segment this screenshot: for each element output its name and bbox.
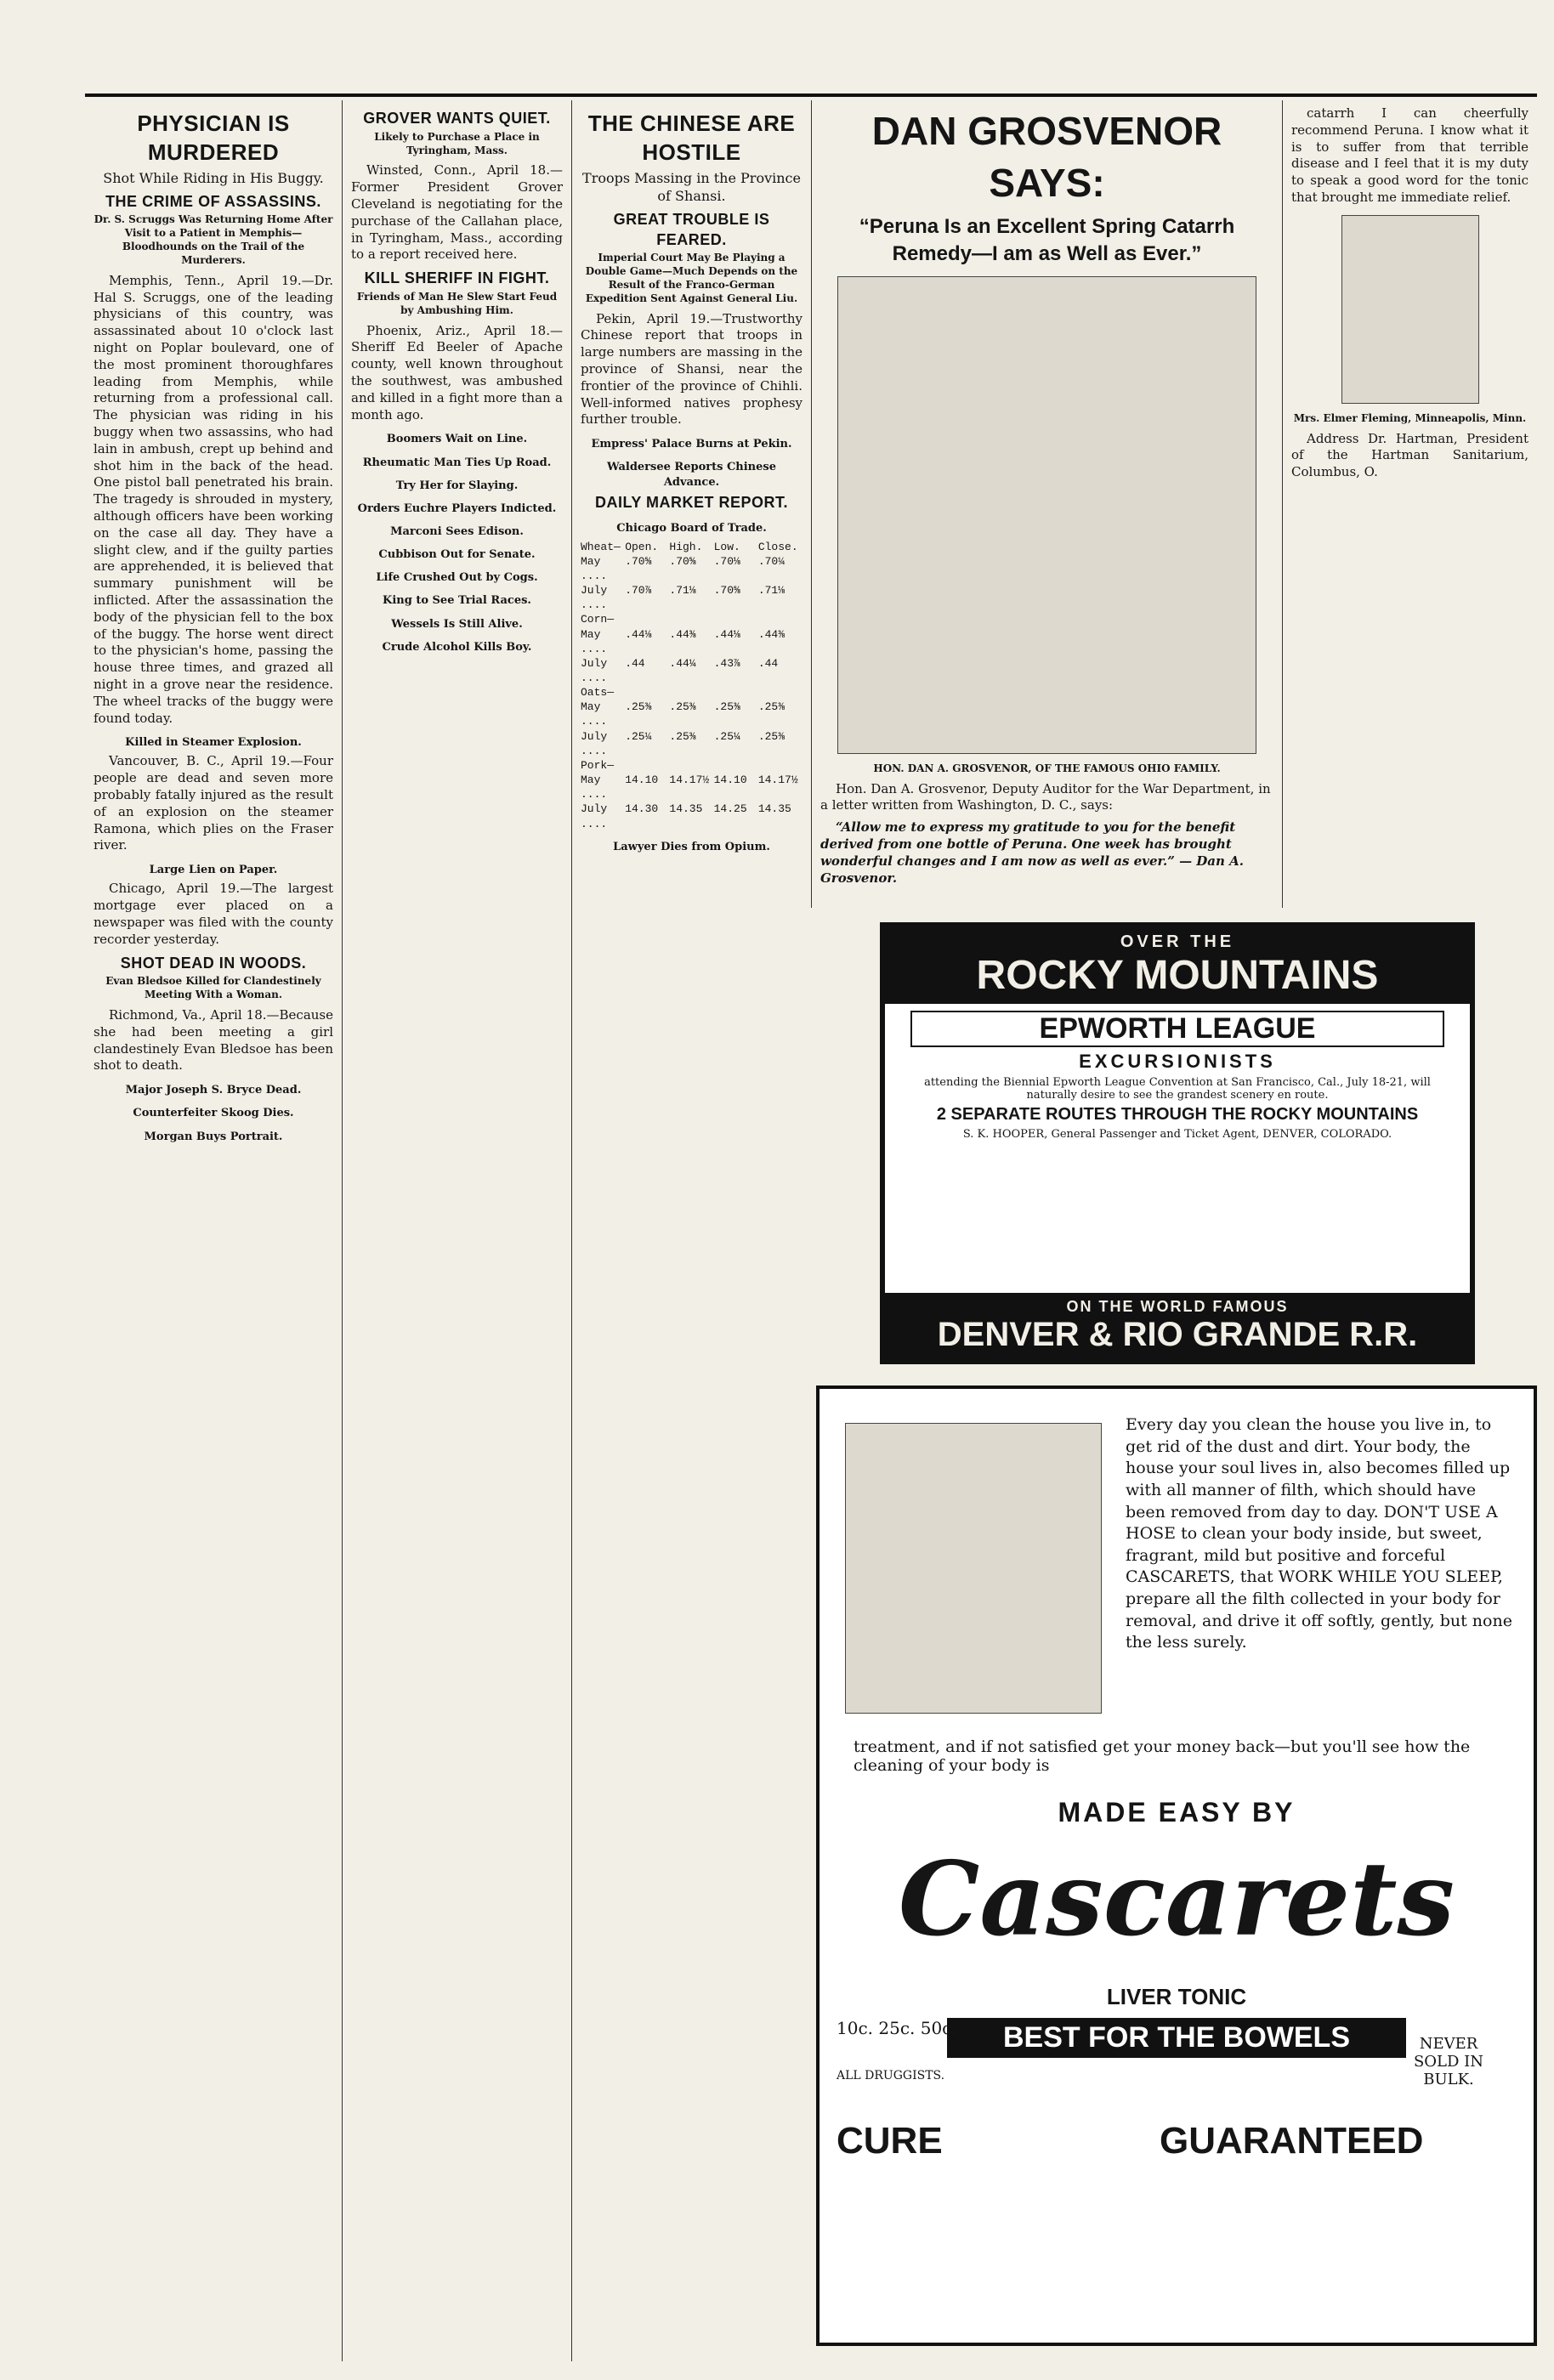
market-cell: .44⅛ <box>713 627 740 641</box>
cascarets-prices: 10c. 25c. 50c. <box>837 2018 957 2038</box>
market-row <box>581 627 803 656</box>
drgr-routes: 2 SEPARATE ROUTES THROUGH THE ROCKY MOUNTAINS <box>936 1105 1419 1124</box>
section-rheumatic: Rheumatic Man Ties Up Road. <box>362 456 552 469</box>
cascarets-druggists: ALL DRUGGISTS. <box>837 2069 945 2082</box>
market-row <box>581 802 803 830</box>
cascarets-ad <box>816 1386 1537 2346</box>
market-cell: .70⅛ <box>713 554 740 568</box>
market-cell <box>625 758 669 773</box>
body-shot-dead: Richmond, Va., April 18.—Because she had been meeting a girl clandestinely Evan Bledsoe has been shot to death. <box>94 1007 333 1074</box>
market-table <box>581 554 803 831</box>
market-cell: .44 <box>757 656 779 670</box>
market-cell: May .... <box>581 554 608 582</box>
section-boomers: Boomers Wait on Line. <box>386 433 528 446</box>
drgr-headline: ROCKY MOUNTAINS <box>976 953 1379 998</box>
cascarets-guaranteed: GUARANTEED <box>1160 2120 1424 2162</box>
subhead2-chinese: GREAT TROUBLE IS FEARED. <box>613 210 770 248</box>
market-cell: May .... <box>581 774 608 802</box>
market-cell <box>714 758 758 773</box>
cascarets-illustration <box>845 1423 1102 1714</box>
headline-chinese: THE CHINESE ARE HOSTILE <box>587 110 796 166</box>
section-palace: Empress' Palace Burns at Pekin. <box>591 438 792 451</box>
body-sheriff: Phoenix, Ariz., April 18.—Sheriff Ed Beeler of Apache county, well known throughout the southwest, was ambushed and killed in a fight more than a month ago. <box>351 322 563 422</box>
market-cell: .44 <box>625 656 645 670</box>
market-header-cell: Low. <box>713 540 740 553</box>
market-row <box>581 758 803 773</box>
body-chinese: Pekin, April 19.—Trustworthy Chinese report that troops in large numbers are massing in the province of Shansi, near the frontier of the province of Chihli. Well-informed natives prophesy further trouble. <box>581 310 803 428</box>
market-cell: July .... <box>581 584 608 612</box>
cascarets-body: Every day you clean the house you live in, to get rid of the dust and dirt. Your body, the house your soul lives in, also becomes filled up with all manner of filth, which should have been removed from day to day. DON'T USE A HOSE to clean your body inside, but sweet, fragrant, mild but positive and forceful CASCARETS, that WORK WHILE YOU SLEEP, prepare all the filth collected in your body for removal, and drive it off softly, gently, but none the less surely. <box>1126 1415 1512 1652</box>
market-cell <box>625 612 669 626</box>
body-grover: Winsted, Conn., April 18.—Former President Grover Cleveland is negotiating for the purchase of the Callahan place, in Tyringham, Mass., according to a report received here. <box>351 162 563 263</box>
dek-physician: Dr. S. Scruggs Was Returning Home After Visit to a Patient in Memphis—Bloodhounds on the Trail of the Murderers. <box>94 213 333 266</box>
section-euchre: Orders Euchre Players Indicted. <box>357 502 557 515</box>
fleming-caption: Mrs. Elmer Fleming, Minneapolis, Minn. <box>1293 411 1527 424</box>
market-row <box>581 700 803 728</box>
dek-chinese: Imperial Court May Be Playing a Double Game—Much Depends on the Result of the Franco-German Expedition Sent Against General Liu. <box>585 252 798 304</box>
market-cell: 14.30 <box>625 802 659 816</box>
top-rule <box>85 94 1537 97</box>
market-row <box>581 656 803 685</box>
grosvenor-caption: HON. DAN A. GROSVENOR, OF THE FAMOUS OHIO FAMILY. <box>873 762 1221 774</box>
market-cell: May .... <box>581 700 608 728</box>
market-cell: .43⅞ <box>713 656 740 670</box>
cascarets-body2: treatment, and if not satisfied get your money back—but you'll see how the cleaning of your body is <box>854 1737 1471 1775</box>
market-cell: .71⅛ <box>757 584 786 598</box>
grosvenor-headline: DAN GROSVENOR SAYS: <box>871 109 1222 205</box>
grosvenor-quote2: “Allow me to express my gratitude to you for the benefit derived from one bottle of Peruna. One week has brought wonderful changes and I am now as well as ever.” — Dan A. Grosvenor. <box>820 819 1245 886</box>
market-cell: Corn— <box>581 613 615 626</box>
market-row <box>581 729 803 758</box>
section-cogs: Life Crushed Out by Cogs. <box>376 571 538 585</box>
market-cell: 14.10 <box>713 774 747 787</box>
section-wessels: Wessels Is Still Alive. <box>391 617 523 631</box>
body-explosion: Vancouver, B. C., April 19.—Four people are dead and seven more probably fatally injured as the result of an explosion on the steamer Ramona, which plies on the Fraser river. <box>94 753 333 853</box>
market-cell <box>625 685 669 700</box>
dek-shot-dead: Evan Bledsoe Killed for Clandestinely Meeting With a Woman. <box>105 975 321 1001</box>
market-cell: .25⅜ <box>757 700 786 714</box>
drgr-header <box>885 927 1470 1004</box>
market-cell: Pork— <box>581 758 615 772</box>
market-cell: .25¼ <box>625 729 652 743</box>
market-header-cell: High. <box>669 540 703 553</box>
market-cell: 14.10 <box>625 774 659 787</box>
section-skoog: Counterfeiter Skoog Dies. <box>133 1107 294 1120</box>
market-cell: .70¼ <box>757 554 786 568</box>
cascarets-liver-tonic: LIVER TONIC <box>1106 1984 1247 2009</box>
market-cell <box>758 612 803 626</box>
drgr-on-the: ON THE WORLD FAMOUS <box>1066 1298 1289 1315</box>
market-cell: .44⅛ <box>625 627 652 641</box>
market-cell <box>669 612 713 626</box>
market-cell: .25⅜ <box>669 729 696 743</box>
market-cell: .44⅜ <box>669 627 696 641</box>
market-row <box>581 583 803 612</box>
market-cell: July .... <box>581 729 608 757</box>
drgr-contact: S. K. HOOPER, General Passenger and Ticket Agent, DENVER, COLORADO. <box>962 1128 1392 1141</box>
market-title: DAILY MARKET REPORT. <box>594 493 789 511</box>
peruna-column <box>1282 100 1537 908</box>
market-row <box>581 773 803 802</box>
market-cell: .44¼ <box>669 656 696 670</box>
peruna-footer: Address Dr. Hartman, President of the Hartman Sanitarium, Columbus, O. <box>1291 430 1528 480</box>
section-lawyer: Lawyer Dies from Opium. <box>613 840 770 853</box>
market-header-row <box>581 540 803 554</box>
drgr-excursionists: EXCURSIONISTS <box>1079 1051 1276 1072</box>
market-cell: .25⅜ <box>625 700 652 714</box>
market-cell: Oats— <box>581 686 615 700</box>
market-cell: .70⅝ <box>625 554 652 568</box>
market-cell: .70⅝ <box>713 584 740 598</box>
market-header-cell: Close. <box>757 540 798 553</box>
market-row <box>581 554 803 583</box>
section-alcohol: Crude Alcohol Kills Boy. <box>382 640 532 654</box>
drgr-over: OVER THE <box>1120 932 1235 951</box>
market-cell: 14.25 <box>713 802 747 816</box>
drgr-railroad: DENVER & RIO GRANDE R.R. <box>937 1316 1418 1353</box>
drgr-body: attending the Biennial Epworth League Convention at San Francisco, Cal., July 18-21, will naturally desire to see the grandest scenery en route. <box>924 1076 1431 1102</box>
cascarets-made-easy: MADE EASY BY <box>1058 1797 1296 1828</box>
headline-shot-dead: SHOT DEAD IN WOODS. <box>120 954 307 972</box>
market-cell: 14.35 <box>757 802 791 816</box>
market-cell: 14.17½ <box>669 774 710 787</box>
market-cell: 14.17½ <box>757 774 798 787</box>
market-subtitle: Chicago Board of Trade. <box>616 522 767 536</box>
cascarets-never: NEVER SOLD IN BULK. <box>1413 2035 1484 2088</box>
fleming-portrait <box>1341 215 1479 404</box>
market-cell <box>669 758 713 773</box>
headline-sheriff: KILL SHERIFF IN FIGHT. <box>364 269 550 287</box>
drgr-ad <box>880 922 1475 1364</box>
market-cell <box>758 685 803 700</box>
market-cell: .70⅞ <box>625 584 652 598</box>
market-cell <box>669 685 713 700</box>
drgr-sub: EPWORTH LEAGUE <box>910 1011 1444 1047</box>
section-king: King to See Trial Races. <box>383 594 531 608</box>
market-cell: .25⅜ <box>757 729 786 743</box>
section-bryce: Major Joseph S. Bryce Dead. <box>125 1084 302 1097</box>
market-row <box>581 685 803 700</box>
column-grover <box>342 100 571 2361</box>
column-chinese <box>571 100 811 2361</box>
section-explosion: Killed in Steamer Explosion. <box>125 736 302 750</box>
market-cell: .25⅜ <box>713 700 740 714</box>
column-physician <box>85 100 342 2361</box>
market-cell <box>714 685 758 700</box>
headline-physician: PHYSICIAN IS MURDERED <box>137 110 290 166</box>
section-lien: Large Lien on Paper. <box>149 864 278 877</box>
body-lien: Chicago, April 19.—The largest mortgage ever placed on a newspaper was filed with the county recorder yesterday. <box>94 881 333 947</box>
section-cubbison: Cubbison Out for Senate. <box>378 548 536 562</box>
market-row <box>581 612 803 626</box>
section-waldersee: Waldersee Reports Chinese Advance. <box>606 461 776 489</box>
dek-grover: Likely to Purchase a Place in Tyringham, Mass. <box>374 130 540 156</box>
cascarets-cure: CURE <box>837 2120 943 2162</box>
market-cell: .25⅜ <box>669 700 696 714</box>
peruna-body: catarrh I can cheerfully recommend Peruna. I know what it is to suffer from that terrible disease and I feel that it is my duty to speak a good word for the tonic that brought me immediate relief. <box>1291 105 1528 205</box>
section-marconi: Marconi Sees Edison. <box>390 525 524 538</box>
subhead-physician: Shot While Riding in His Buggy. <box>103 169 324 186</box>
market-cell: .25¼ <box>713 729 740 743</box>
market-header-cell: Open. <box>625 540 659 553</box>
market-cell: July .... <box>581 656 608 685</box>
market-cell <box>758 758 803 773</box>
market-cell: July .... <box>581 802 608 830</box>
cascarets-brand: Cascarets <box>898 1839 1455 1959</box>
market-cell: 14.35 <box>669 802 703 816</box>
cascarets-best: BEST FOR THE BOWELS <box>947 2018 1406 2058</box>
drgr-footer <box>885 1293 1470 1359</box>
subhead-chinese: Troops Massing in the Province of Shansi. <box>582 169 801 204</box>
market-cell <box>714 612 758 626</box>
market-cell: .70⅝ <box>669 554 696 568</box>
market-header-cell: Wheat— <box>581 540 621 553</box>
body-physician: Memphis, Tenn., April 19.—Dr. Hal S. Scruggs, one of the leading physicians of this country, was assassinated about 10 o'clock last night on Poplar boulevard, one of the most prominent thoroughfares leading from Memphis, while returning from a professional call. The physician was riding in his buggy when two assassins, who had lain in ambush, crept up behind and shot him in the back of the head. One pistol ball penetrated his brain. The tragedy is shrouded in mystery, although officers have been working on the case all day. They have a slight clew, and if the guilty parties are apprehended, it is believed that summary punishment will be inflicted. After the assassination the body of the physician fell to the box of the buggy. The horse went direct to the physician's home, passing the house three times, and grazed all night in a grove near the residence. The wheel tracks of the buggy were found today. <box>94 272 333 726</box>
headline-grover: GROVER WANTS QUIET. <box>363 110 551 127</box>
dek-sheriff: Friends of Man He Slew Start Feud by Ambushing Him. <box>356 290 558 316</box>
market-cell: May .... <box>581 627 608 655</box>
grosvenor-ad <box>811 100 1282 908</box>
market-cell: .44⅜ <box>757 627 786 641</box>
subhead2-physician: THE CRIME OF ASSASSINS. <box>105 192 321 210</box>
market-cell: .71⅛ <box>669 584 696 598</box>
section-slaying: Try Her for Slaying. <box>395 479 519 492</box>
grosvenor-portrait <box>837 276 1256 754</box>
grosvenor-body: Hon. Dan A. Grosvenor, Deputy Auditor for the War Department, in a letter written from Washington, D. C., says: <box>820 780 1271 813</box>
grosvenor-quote: “Peruna Is an Excellent Spring Catarrh Remedy—I am as Well as Ever.” <box>859 215 1235 266</box>
section-morgan: Morgan Buys Portrait. <box>144 1130 283 1143</box>
